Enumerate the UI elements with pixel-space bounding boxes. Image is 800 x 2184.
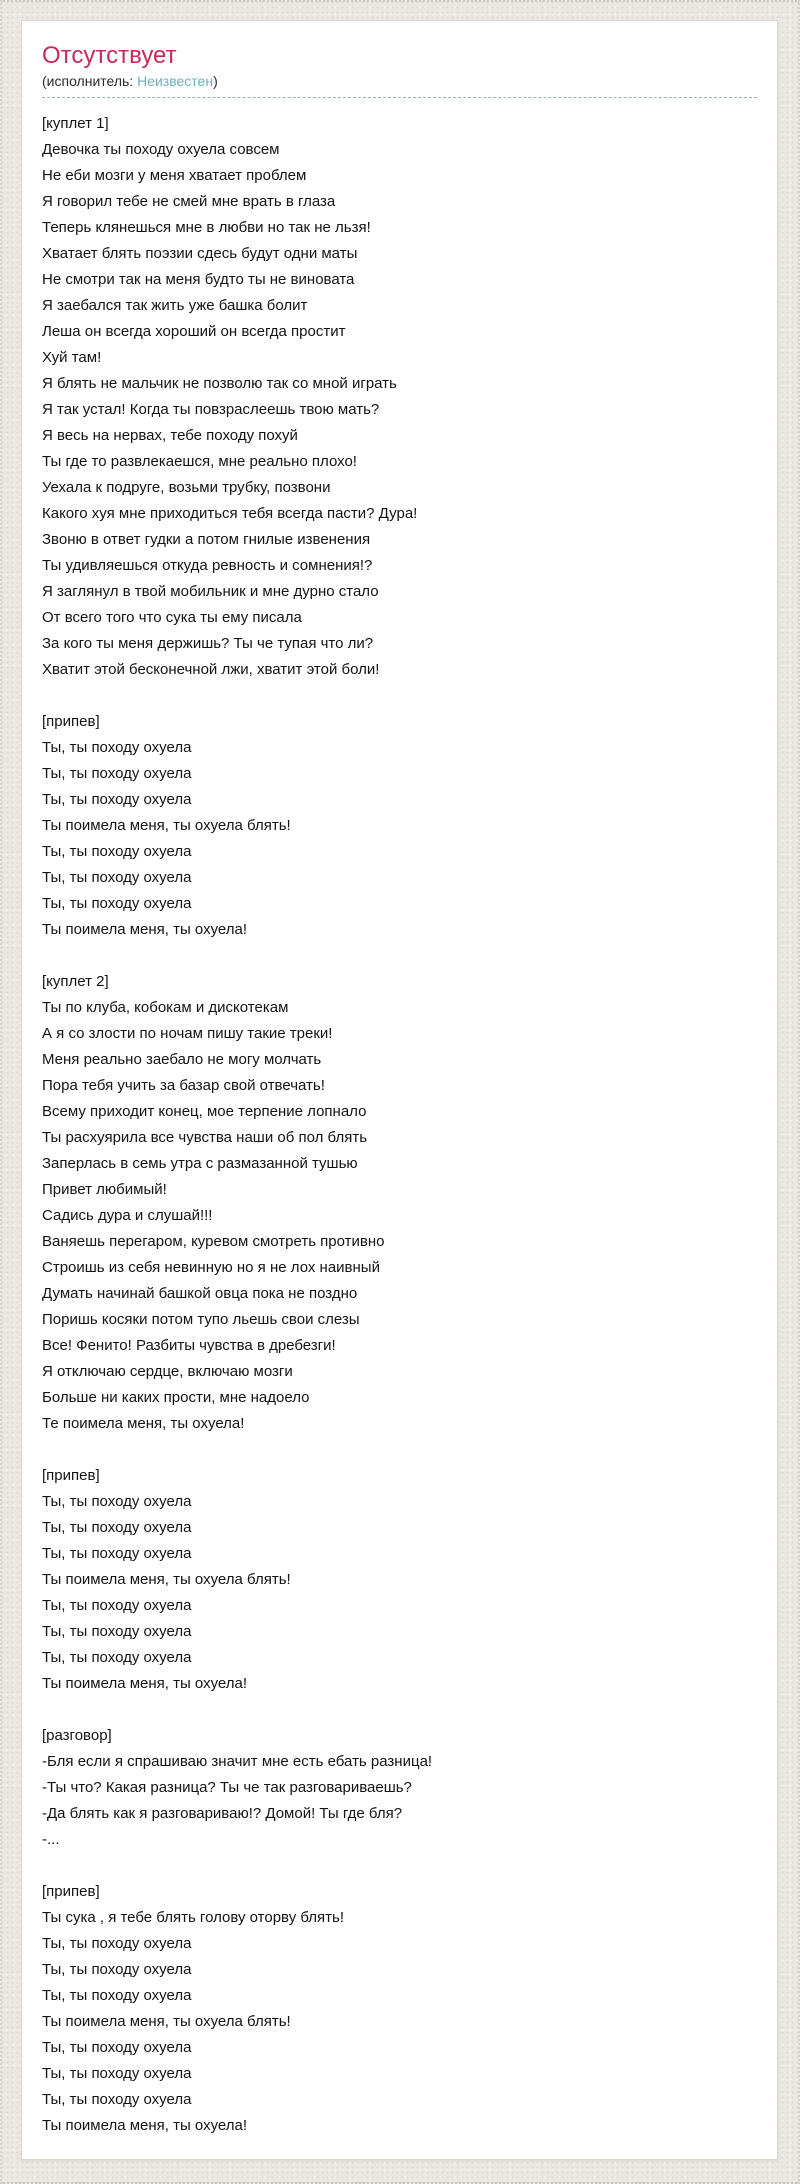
- lyric-line: Ты где то развлекаешся, мне реально плохо!: [42, 453, 357, 470]
- lyric-line: Ты, ты походу охуела: [42, 2065, 192, 2082]
- lyric-line: Уехала к подруге, возьми трубку, позвони: [42, 479, 331, 496]
- lyric-line: Пора тебя учить за базар свой отвечать!: [42, 1077, 325, 1094]
- lyric-line: Ты, ты походу охуела: [42, 1519, 192, 1536]
- lyric-line: Больше ни каких прости, мне надоело: [42, 1389, 310, 1406]
- lyrics-section: [42, 969, 757, 1437]
- lyric-line: Звоню в ответ гудки а потом гнилые извенения: [42, 531, 371, 548]
- lyric-line: [разговор]: [42, 1727, 112, 1744]
- lyrics-section: [42, 1879, 757, 2139]
- lyric-line: От всего того что сука ты ему писала: [42, 609, 302, 626]
- lyric-line: Девочка ты походу охуела совсем: [42, 141, 280, 158]
- artist-link[interactable]: Неизвестен: [137, 73, 214, 89]
- artist-prefix-label: (исполнитель:: [42, 73, 134, 89]
- lyric-line: Не еби мозги у меня хватает проблем: [42, 167, 307, 184]
- lyric-line: Ты поимела меня, ты охуела блять!: [42, 2013, 291, 2030]
- lyric-line: Ты, ты походу охуела: [42, 2039, 192, 2056]
- lyric-line: Ты, ты походу охуела: [42, 791, 192, 808]
- lyric-line: Хуй там!: [42, 349, 102, 366]
- lyric-line: Садись дура и слушай!!!: [42, 1207, 213, 1224]
- lyric-line: Ты, ты походу охуела: [42, 1545, 192, 1562]
- lyric-line: Ты поимела меня, ты охуела!: [42, 2117, 248, 2134]
- lyric-line: Леша он всегда хороший он всегда простит: [42, 323, 346, 340]
- lyric-line: Ты по клуба, кобокам и дискотекам: [42, 999, 289, 1016]
- lyrics-card: [21, 20, 778, 2160]
- lyric-line: Ты, ты походу охуела: [42, 869, 192, 886]
- lyrics-section: [42, 1723, 757, 1853]
- lyric-line: Я так устал! Когда ты повзраслеешь твою мать?: [42, 401, 380, 418]
- lyric-line: Ты сука , я тебе блять голову оторву блять!: [42, 1909, 345, 1926]
- lyrics-section: [42, 111, 757, 683]
- lyric-line: Я блять не мальчик не позволю так со мной играть: [42, 375, 397, 392]
- lyric-line: Ты, ты походу охуела: [42, 895, 192, 912]
- lyric-line: Ты, ты походу охуела: [42, 1935, 192, 1952]
- lyric-line: Хватит этой бесконечной лжи, хватит этой боли!: [42, 661, 380, 678]
- lyric-line: Ты, ты походу охуела: [42, 1961, 192, 1978]
- lyric-line: Не смотри так на меня будто ты не виновата: [42, 271, 355, 288]
- lyric-line: Я весь на нервах, тебе походу похуй: [42, 427, 298, 444]
- lyrics-text: [42, 111, 757, 2139]
- lyric-line: Я заебался так жить уже башка болит: [42, 297, 308, 314]
- lyric-line: Ты, ты походу охуела: [42, 1493, 192, 1510]
- lyric-line: Заперлась в семь утра с размазанной тушью: [42, 1155, 358, 1172]
- lyric-line: Я говорил тебе не смей мне врать в глаза: [42, 193, 336, 210]
- lyric-line: Меня реально заебало не могу молчать: [42, 1051, 322, 1068]
- lyric-line: Ты, ты походу охуела: [42, 2091, 192, 2108]
- lyric-line: За кого ты меня держишь? Ты че тупая что ли?: [42, 635, 374, 652]
- lyric-line: [припев]: [42, 1883, 100, 1900]
- lyric-line: Ты расхуярила все чувства наши об пол блять: [42, 1129, 368, 1146]
- artist-line: [42, 72, 757, 98]
- lyric-line: Ты поимела меня, ты охуела!: [42, 1675, 248, 1692]
- lyric-line: Ты удивляешься откуда ревность и сомнения!?: [42, 557, 373, 574]
- lyric-line: Строишь из себя невинную но я не лох наивный: [42, 1259, 380, 1276]
- lyric-line: -Ты что? Какая разница? Ты че так разговариваешь?: [42, 1779, 412, 1796]
- lyric-line: Всему приходит конец, мое терпение лопнало: [42, 1103, 367, 1120]
- lyric-line: -Бля если я спрашиваю значит мне есть ебать разница!: [42, 1753, 433, 1770]
- lyric-line: -...: [42, 1831, 60, 1848]
- lyric-line: Ты, ты походу охуела: [42, 1597, 192, 1614]
- lyric-line: Теперь клянешься мне в любви но так не льзя!: [42, 219, 371, 236]
- lyric-line: Думать начинай башкой овца пока не поздно: [42, 1285, 358, 1302]
- lyric-line: Ты, ты походу охуела: [42, 1987, 192, 2004]
- lyric-line: [куплет 2]: [42, 973, 109, 990]
- lyric-line: А я со злости по ночам пишу такие треки!: [42, 1025, 333, 1042]
- lyric-line: Я заглянул в твой мобильник и мне дурно стало: [42, 583, 379, 600]
- lyrics-section: [42, 1463, 757, 1697]
- lyric-line: Я отключаю сердце, включаю мозги: [42, 1363, 293, 1380]
- lyric-line: Ты, ты походу охуела: [42, 1623, 192, 1640]
- lyric-line: Ты, ты походу охуела: [42, 843, 192, 860]
- lyric-line: [куплет 1]: [42, 115, 109, 132]
- lyrics-section: [42, 709, 757, 943]
- lyric-line: Ваняешь перегаром, куревом смотреть противно: [42, 1233, 385, 1250]
- lyric-line: [припев]: [42, 713, 100, 730]
- lyric-line: Какого хуя мне приходиться тебя всегда пасти? Дура!: [42, 505, 418, 522]
- lyric-line: Хватает блять поэзии сдесь будут одни маты: [42, 245, 358, 262]
- lyric-line: Все! Фенито! Разбиты чувства в дребезги!: [42, 1337, 336, 1354]
- lyric-line: Ты поимела меня, ты охуела блять!: [42, 1571, 291, 1588]
- lyric-line: Ты поимела меня, ты охуела!: [42, 921, 248, 938]
- lyric-line: Ты, ты походу охуела: [42, 1649, 192, 1666]
- song-title: Отсутствует: [42, 42, 177, 69]
- lyric-line: Те поимела меня, ты охуела!: [42, 1415, 245, 1432]
- artist-suffix-label: ): [213, 73, 218, 89]
- lyric-line: Поришь косяки потом тупо льешь свои слезы: [42, 1311, 360, 1328]
- lyric-line: [припев]: [42, 1467, 100, 1484]
- lyric-line: Ты, ты походу охуела: [42, 739, 192, 756]
- lyric-line: Привет любимый!: [42, 1181, 167, 1198]
- lyric-line: Ты, ты походу охуела: [42, 765, 192, 782]
- lyric-line: Ты поимела меня, ты охуела блять!: [42, 817, 291, 834]
- lyric-line: -Да блять как я разговариваю!? Домой! Ты где бля?: [42, 1805, 403, 1822]
